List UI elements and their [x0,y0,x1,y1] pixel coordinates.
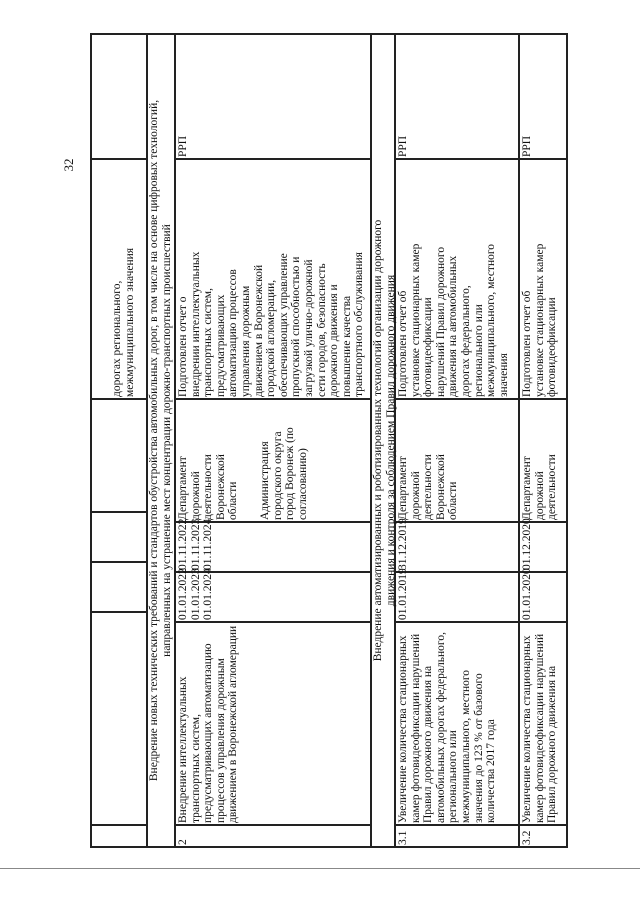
row2-responsible-1: Департамент дорожной деятельности Воронежской области [177,454,240,520]
row31-end-date: 31.12.2019 [397,518,409,570]
row32-start-date: 01.01.2020 [521,568,533,620]
row2-document: РРП [177,135,189,157]
row2-result: Подготовлен отчет о внедрении интеллектуальных транспортных систем, предусматривающих автоматизацию процессов управления дорожным движением в Воронежской городской агломерации, обеспечивающих управление пропускной способностью и загрузкой улично-дорожной сети городов, безопасность дорожного движения и повышение качества транспортного обслуживания [177,251,366,397]
page-number: 32 [61,158,76,172]
row2-responsible-2: Администрация городского округа город Воронеж (по согласованию) [259,427,309,520]
row-line-top [90,33,92,848]
row-line-bottom [566,33,568,848]
col-line-b [90,612,146,614]
row32-document: РРП [521,135,533,157]
col-line-d [90,512,146,514]
row32-title: Увеличение количества стационарных камер фотовидеофиксации нарушений Правил дорожного движения на [521,633,559,823]
row2-end-dates: 01.11.2022 01.11.2023 01.11.2024 [177,518,215,570]
top-row-text: дорогах регионального, межмуниципального значения [111,247,136,397]
row32-end-date: 01.12.2020 [521,518,533,570]
row31-title: Увеличение количества стационарных камер фотовидеофиксации нарушений Правил дорожного движения на автомобильных дорогах федерального, регионального или межмуниципального, местного значения до 123 % от базового количества 2017 года [397,632,498,823]
section-header: Внедрение новых технических требований и стандартов обустройства автомобильных дорог, в том числе на основе цифровых технологий, направленных на устранение мест концентрации дорожно-транспортных происшествий [148,99,173,782]
row31-start-date: 01.01.2019 [397,568,409,620]
section-header-2: Внедрение автоматизированных и роботизированных технологий организации дорожного движения и контроля за соблюдением Правил дорожного движения [372,219,397,662]
row2-number: 2 [177,839,189,845]
row2-title: Внедрение интеллектуальных транспортных систем, предусматривающих автоматизацию процессов управления дорожным движением в Воронежской агломерации [177,625,240,823]
row2-start-dates: 01.01.2022 01.01.2023 01.01.2024 [177,568,215,620]
row31-document: РРП [397,135,409,157]
row32-result: Подготовлен отчет об установке стационарных камер фотовидеофиксации [521,243,559,397]
row32-responsible: Департамент дорожной деятельности [521,454,559,520]
col-line-c [90,562,146,564]
row32-number: 3.2 [521,830,533,845]
page-bottom-rule [0,868,640,869]
row31-number: 3.1 [397,830,409,845]
row31-result: Подготовлен отчет об установке стационарных камер фотовидеофиксации нарушений Правил дорожного движения на автомобильных дорогах федерального, регионального или межмуниципального, местного значения [397,243,510,397]
rotated-table [90,33,568,848]
row31-responsible: Департамент дорожной деятельности Воронежской области [397,454,460,520]
col-line-a [90,825,146,827]
